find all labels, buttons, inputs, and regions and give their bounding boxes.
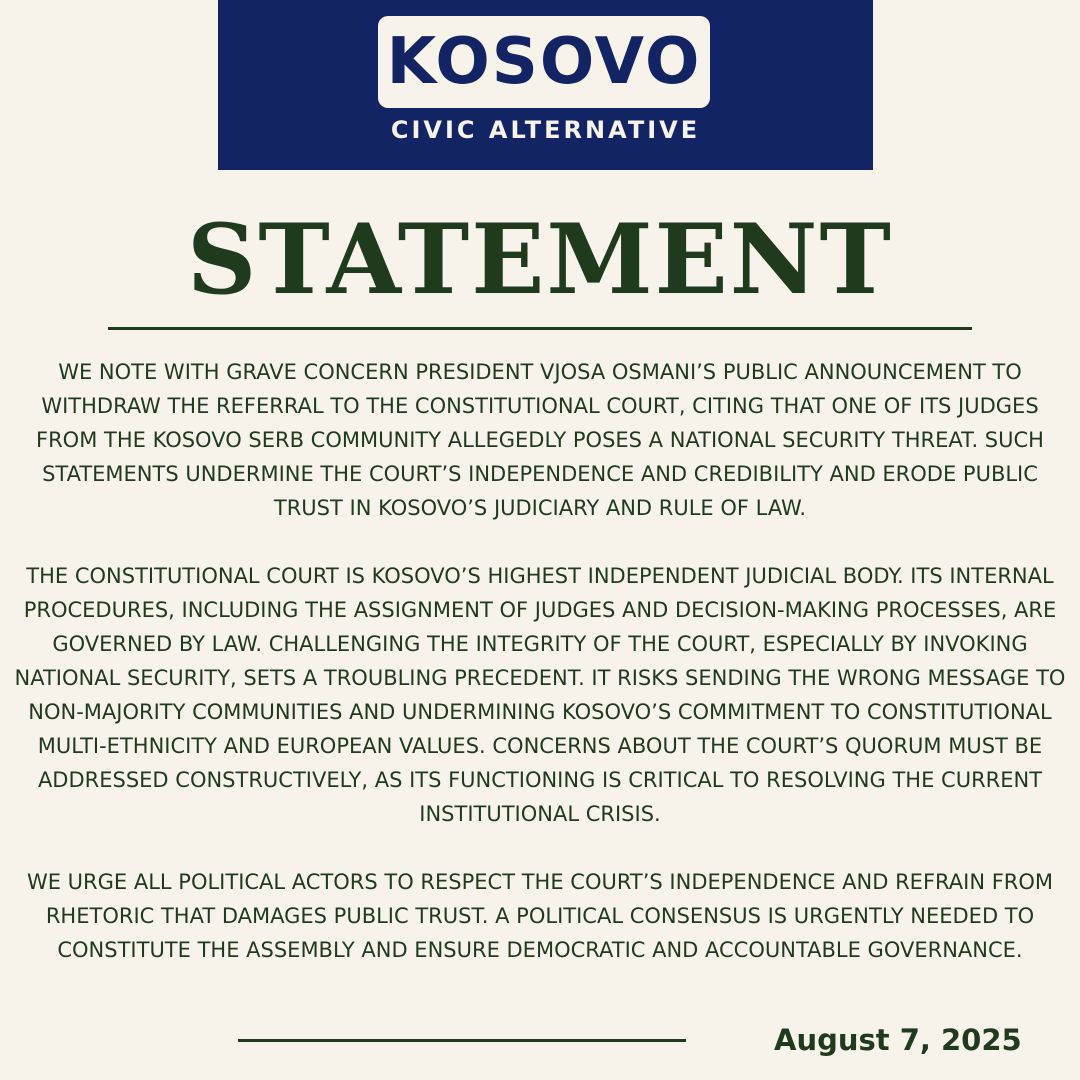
paragraph-3: WE URGE ALL POLITICAL ACTORS TO RESPECT THE COURT’S INDEPENDENCE AND REFRAIN FROM RHETORIC THAT DAMAGES PUBLIC TRUST. A POLITICAL CONSENSUS IS URGENTLY NEEDED TO CONSTITUTE THE ASSEMBLY AND ENSURE DEMOCRATIC AND ACCOUNTABLE GOVERNANCE.: [26, 870, 1054, 962]
paragraph-2: THE CONSTITUTIONAL COURT IS KOSOVO’S HIGHEST INDEPENDENT JUDICIAL BODY. ITS INTERNAL PROCEDURES, INCLUDING THE ASSIGNMENT OF JUDGES AND DECISION-MAKING PROCESSES, ARE GOVERNED BY LAW. CHALLENGING THE INTEGRITY OF THE COURT, ESPECIALLY BY INVOKING NATIONAL SECURITY, SETS A TROUBLING PRECEDENT. IT RISKS SENDING THE WRONG MESSAGE TO NON-MAJORITY COMMUNITIES AND UNDERMINING KOSOVO’S COMMITMENT TO CONSTITUTIONAL MULTI-ETHNICITY AND EUROPEAN VALUES. CONCERNS ABOUT THE COURT’S QUORUM MUST BE ADDRESSED CONSTRUCTIVELY, AS ITS FUNCTIONING IS CRITICAL TO RESOLVING THE CURRENT INSTITUTIONAL CRISIS.: [14, 564, 1066, 826]
logo-plate: [378, 16, 710, 108]
signature-line: [238, 1039, 686, 1042]
page-title: STATEMENT: [187, 203, 893, 316]
logo-banner: [218, 0, 873, 170]
logo-subtitle: CIVIC ALTERNATIVE: [390, 116, 701, 144]
paragraph-1: WE NOTE WITH GRAVE CONCERN PRESIDENT VJOSA OSMANI’S PUBLIC ANNOUNCEMENT TO WITHDRAW THE REFERRAL TO THE CONSTITUTIONAL COURT, CITING THAT ONE OF ITS JUDGES FROM THE KOSOVO SERB COMMUNITY ALLEGEDLY POSES A NATIONAL SECURITY THREAT. SUCH STATEMENTS UNDERMINE THE COURT’S INDEPENDENCE AND CREDIBILITY AND ERODE PUBLIC TRUST IN KOSOVO’S JUDICIARY AND RULE OF LAW.: [36, 360, 1044, 520]
statement-body: [10, 355, 1070, 1001]
logo-wordmark: KOSOVO: [386, 25, 702, 99]
title-divider: [108, 327, 972, 330]
statement-date: August 7, 2025: [774, 1023, 1022, 1057]
